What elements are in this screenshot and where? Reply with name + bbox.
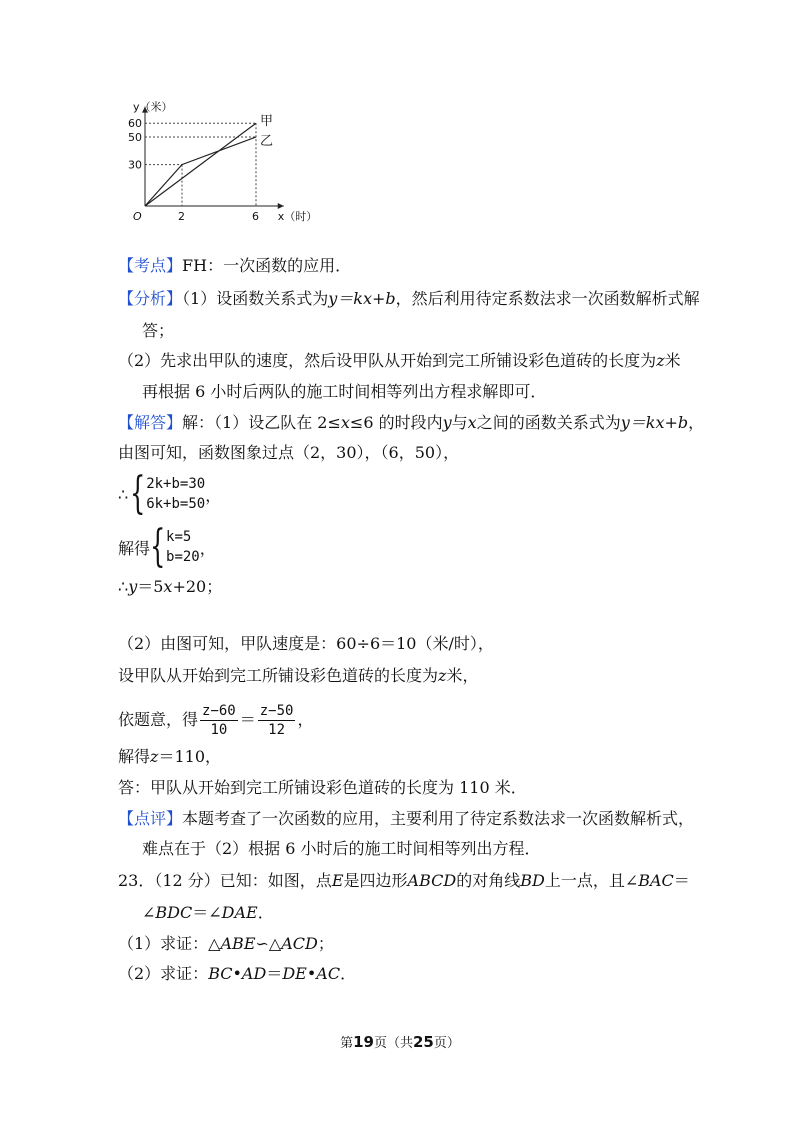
jieda-text: ≤6 的时段内	[349, 413, 443, 432]
fraction-1	[200, 702, 238, 739]
series-label-1: 甲	[260, 114, 274, 130]
fenxi-text: 答；	[142, 321, 175, 340]
x-axis-label: x（时）	[277, 210, 318, 223]
part2-line-4	[118, 746, 221, 768]
formula: y＝kx+b	[328, 289, 396, 308]
answer-line	[118, 777, 527, 799]
equation-row: 6k+b=50	[146, 496, 206, 512]
kaodian-text: FH：一次函数的应用．	[182, 256, 352, 275]
dianping-text: 难点在于（2）根据 6 小时后的施工时间相等列出方程．	[142, 839, 541, 858]
question-text: ＝	[266, 964, 283, 983]
therefore-symbol: ∴	[118, 484, 129, 504]
variable: BD	[520, 871, 545, 890]
variable: x	[163, 577, 173, 596]
question-text: ∠	[142, 903, 156, 922]
fenxi-text: （2）先求出甲队的速度，然后设甲队从开始到完工所铺设彩色道砖的长度为	[118, 351, 657, 370]
jieda-text: 与	[451, 413, 468, 432]
footer-text: 页（共	[373, 1036, 413, 1051]
y-tick-label: 30	[128, 158, 142, 172]
question-text: ∽△	[255, 934, 282, 953]
fenxi-line-1	[118, 288, 700, 310]
dianping-tag: 【点评】	[118, 809, 183, 828]
variable: x	[340, 413, 350, 432]
punctuation: ，	[297, 710, 314, 729]
dianping-line-1	[118, 808, 694, 830]
variable: BAC	[638, 871, 674, 890]
punctuation: ，	[205, 485, 222, 505]
variable: E	[331, 871, 344, 890]
dianping-text: 本题考查了一次函数的应用，主要利用了待定系数法求一次函数解析式，	[182, 809, 695, 828]
y-axis-label: y（米）	[133, 100, 173, 114]
page-number: 19	[353, 1033, 374, 1051]
page-footer	[0, 1032, 800, 1051]
part2-text: 米，	[446, 666, 479, 685]
variable: z	[150, 747, 159, 766]
jieda-line-2	[118, 442, 459, 464]
distance-time-graph	[118, 92, 338, 232]
question-text: 上一点，且∠	[544, 871, 639, 890]
question-23-part2	[118, 963, 356, 985]
fenxi-text: （1）设函数关系式为	[182, 289, 329, 308]
x-axis-arrow-icon	[278, 203, 284, 209]
part2-text: 依题意，得	[118, 710, 199, 729]
part2-line-1	[118, 633, 494, 655]
x-tick-label: 6	[252, 210, 259, 223]
fraction-denominator: 10	[210, 722, 228, 738]
part2-text: （2）由图可知，甲队速度是：60÷6＝10（米/时），	[118, 634, 494, 653]
jieda-tag: 【解答】	[118, 413, 183, 432]
origin-label: O	[133, 210, 142, 223]
part2-line-3	[118, 700, 313, 740]
question-23-line-1	[118, 870, 690, 892]
brace-icon: {	[130, 468, 146, 519]
variable: z	[656, 351, 665, 370]
page-total: 25	[413, 1033, 434, 1051]
question-text: （1）求证：△	[118, 934, 221, 953]
fenxi-line-2	[142, 320, 174, 342]
jieda-text: 由图可知，函数图象过点（2，30），（6，50），	[118, 443, 460, 462]
therefore-symbol: ∴	[118, 577, 129, 596]
variable: BC•AD	[208, 964, 267, 983]
series-line-2	[145, 137, 256, 206]
answer-text: 答：甲队从开始到完工所铺设彩色道砖的长度为 110 米．	[118, 778, 527, 797]
fraction-denominator: 12	[268, 722, 286, 738]
part2-text: 设甲队从开始到完工所铺设彩色道砖的长度为	[118, 666, 439, 685]
equation-row: b=20	[166, 549, 200, 565]
brace-icon: {	[150, 521, 166, 572]
series-label-2: 乙	[260, 134, 274, 149]
question-text: ．	[257, 903, 274, 922]
variable: ABCD	[407, 871, 457, 890]
fraction-2	[258, 702, 296, 739]
question-text: 23．（12 分）已知：如图，点	[118, 871, 332, 890]
fenxi-text: ，然后利用待定系数法求一次函数解析式解	[395, 289, 700, 308]
jieda-text: 之间的函数关系式为	[476, 413, 621, 432]
footer-text: 第	[340, 1036, 354, 1051]
fraction-numerator: z−60	[202, 703, 236, 719]
variable: ABE	[220, 934, 256, 953]
variable: y	[128, 577, 138, 596]
formula: y＝kx+b	[620, 413, 689, 432]
equation-row: 2k+b=30	[146, 476, 206, 492]
x-tick-label: 2	[178, 210, 185, 223]
part2-line-2	[118, 665, 478, 687]
result-text: +20；	[172, 577, 223, 596]
equation-system-2	[118, 521, 216, 572]
kaodian-tag: 【考点】	[118, 256, 183, 275]
question-text: ．	[340, 964, 357, 983]
fenxi-line-4	[142, 381, 546, 403]
variable: BDC	[155, 903, 193, 922]
part2-text: 解得	[118, 747, 151, 766]
jieda-text: 解：（1）设乙队在 2≤	[182, 413, 341, 432]
footer-text: 页）	[433, 1036, 460, 1051]
equals-sign: ＝	[239, 710, 256, 729]
fenxi-text: 再根据 6 小时后两队的施工时间相等列出方程求解即可．	[142, 382, 547, 401]
part2-text: ＝110，	[158, 747, 221, 766]
question-text: （2）求证：	[118, 964, 209, 983]
fenxi-text: 米	[664, 351, 681, 370]
question-23-part1	[118, 933, 334, 955]
variable: z	[438, 666, 447, 685]
question-23-line-2	[142, 902, 274, 924]
question-text: 是四边形	[343, 871, 408, 890]
y-tick-label: 50	[128, 131, 142, 144]
y-tick-label: 60	[128, 117, 142, 131]
kaodian-line	[118, 255, 351, 277]
question-text: 的对角线	[456, 871, 521, 890]
punctuation: ，	[199, 538, 216, 558]
variable: y	[442, 413, 452, 432]
variable: ACD	[281, 934, 318, 953]
result-line	[118, 576, 222, 598]
equation-row: k=5	[166, 529, 192, 545]
fraction-numerator: z−50	[259, 703, 294, 719]
variable: DAE	[221, 903, 258, 922]
variable: DE•AC	[282, 964, 341, 983]
result-text: ＝5	[137, 577, 164, 596]
dianping-line-2	[142, 838, 541, 860]
jiede-text: 解得	[118, 538, 151, 558]
question-text: ＝∠	[192, 903, 222, 922]
equation-rows	[146, 474, 205, 514]
question-text: ＝	[673, 871, 690, 890]
equation-rows	[166, 527, 200, 567]
variable: x	[467, 413, 477, 432]
fenxi-line-3	[118, 350, 681, 372]
jieda-line-1	[118, 412, 704, 434]
equation-system-1	[118, 468, 222, 519]
fenxi-tag: 【分析】	[118, 289, 183, 308]
question-text: ；	[317, 934, 334, 953]
jieda-text: ，	[688, 413, 705, 432]
